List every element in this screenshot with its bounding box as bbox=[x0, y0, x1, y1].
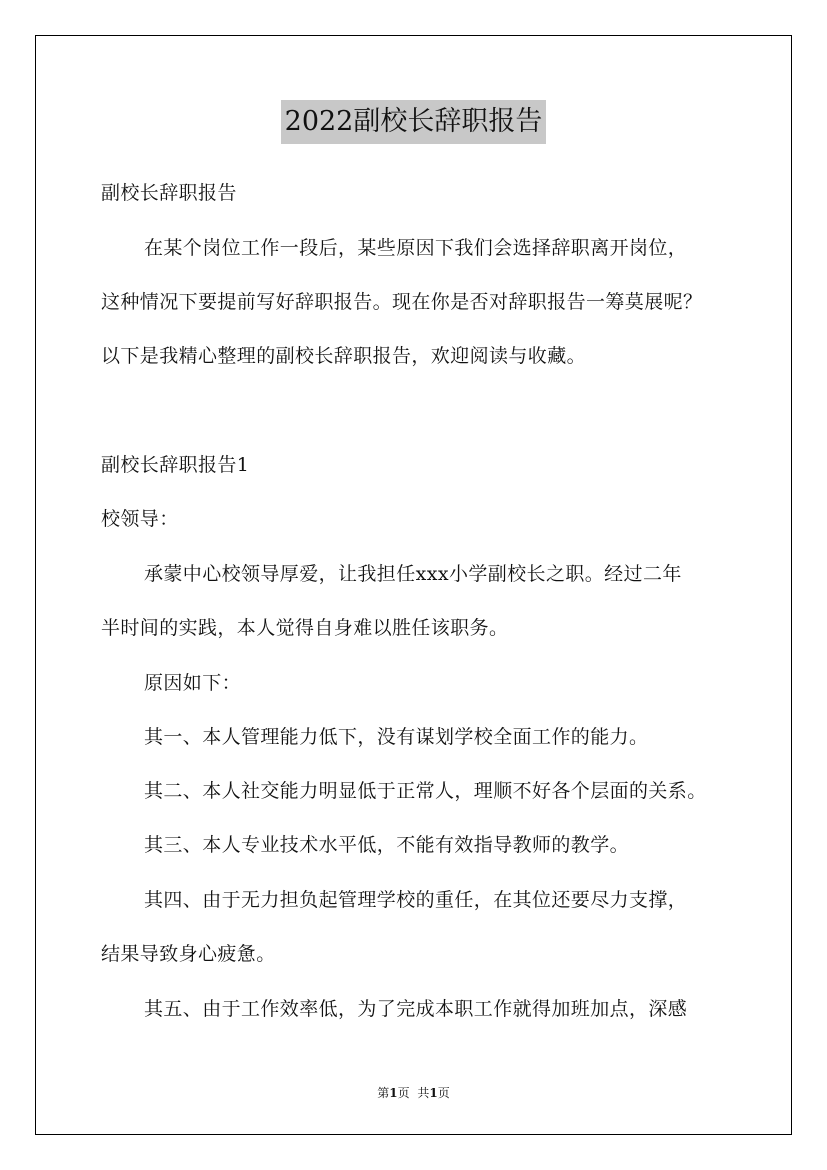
paragraph-line: 以下是我精心整理的副校长辞职报告，欢迎阅读与收藏。 bbox=[101, 345, 587, 367]
section-heading: 副校长辞职报告 bbox=[101, 182, 237, 204]
report-heading: 副校长辞职报告1 bbox=[101, 454, 250, 476]
paragraph-line: 原因如下： bbox=[144, 672, 242, 694]
footer-total-suffix: 页 bbox=[437, 1086, 450, 1100]
reason-item: 其五、由于工作效率低，为了完成本职工作就得加班加点，深感 bbox=[144, 998, 688, 1020]
reason-item: 其四、由于无力担负起管理学校的重任，在其位还要尽力支撑， bbox=[144, 889, 688, 911]
paragraph-line: 这种情况下要提前写好辞职报告。现在你是否对辞职报告一筹莫展呢？ bbox=[101, 291, 703, 313]
footer-total-number: 1 bbox=[429, 1086, 438, 1100]
reason-item: 其三、本人专业技术水平低，不能有效指导教师的教学。 bbox=[144, 834, 630, 856]
footer-page-prefix: 第 bbox=[377, 1086, 390, 1100]
paragraph-line: 承蒙中心校领导厚爱，让我担任xxx小学副校长之职。经过二年 bbox=[144, 563, 682, 585]
paragraph-line: 在某个岗位工作一段后，某些原因下我们会选择辞职离开岗位， bbox=[144, 237, 688, 259]
page-footer bbox=[0, 1084, 827, 1101]
reason-item: 其二、本人社交能力明显低于正常人，理顺不好各个层面的关系。 bbox=[144, 780, 707, 802]
reason-item-continued: 结果导致身心疲惫。 bbox=[101, 943, 276, 965]
reason-item: 其一、本人管理能力低下，没有谋划学校全面工作的能力。 bbox=[144, 726, 649, 748]
title-container bbox=[0, 100, 827, 144]
footer-page-suffix: 页 bbox=[397, 1086, 410, 1100]
footer-total-prefix: 共 bbox=[417, 1086, 430, 1100]
document-title: 2022副校长辞职报告 bbox=[281, 100, 547, 144]
footer-page-number: 1 bbox=[389, 1086, 398, 1100]
salutation: 校领导： bbox=[101, 508, 179, 530]
paragraph-line: 半时间的实践，本人觉得自身难以胜任该职务。 bbox=[101, 617, 509, 639]
